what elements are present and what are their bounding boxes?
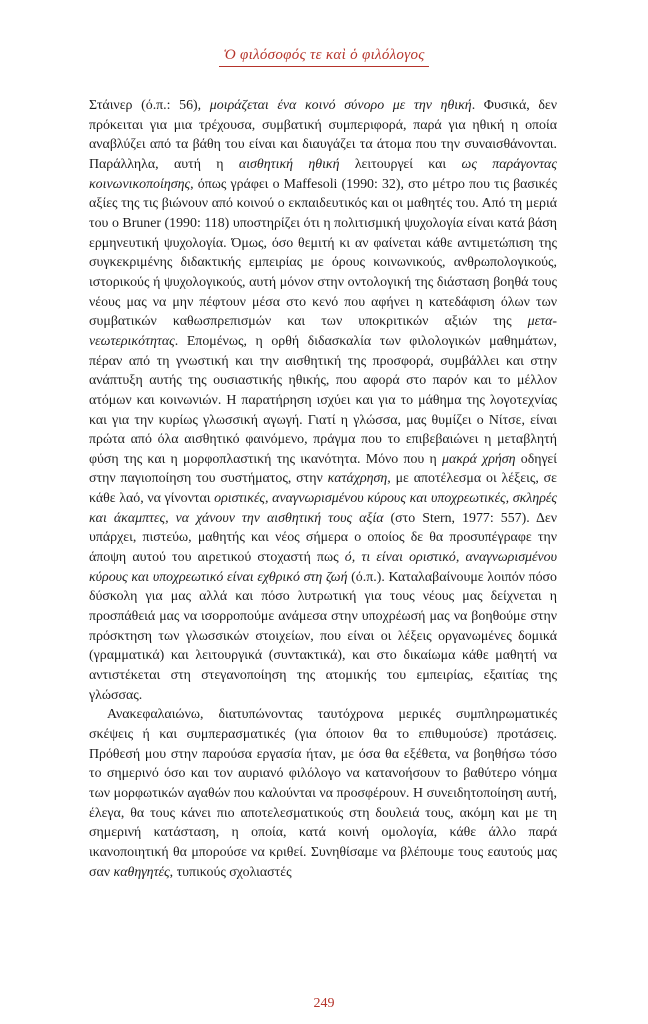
emphasis-text: μοιράζεται ένα κοινό σύνορο με την ηθική xyxy=(209,98,472,113)
emphasis-text: μετα-νεωτερικότητας xyxy=(89,314,557,349)
text-run: , τυπικούς σχολιαστές xyxy=(169,864,292,880)
paragraph xyxy=(89,96,557,705)
text-run: , όπως γράφει ο Maffesoli (1990: 32), στο μέτρο που τις βασικές αξίες της τις βιώνουν από κοινού ο εκπαιδευτικός και οι μαθητές του. Από τη μεριά του ο Bruner (1990: 118) υποστηρίζει ότι η πολιτισμική ψυχολογία είναι κατά βάση ερμηνευτική ψυχολογία. Όμως, όσο θεμιτή κι αν φαίνεται κάθε αντιμετώπιση της συγκεκριμένης διδακτικής εμπειρίας με όρους κοινωνικούς, ανθρωπολογικούς, ιστορικούς ή ψυχολογικούς, αυτή μόνον στην οντολογική της διάσταση βοηθά τους νέους μας να μην πέφτουν μέσα στο κενό που αφήνει η κατεδάφιση όλων των συμβατικών καθωσπρεπισμών και των υποκριτικών αξιών της xyxy=(89,176,557,330)
body-text xyxy=(89,96,557,882)
paragraph xyxy=(89,705,557,882)
text-run: λειτουργεί και xyxy=(339,156,462,172)
page-number: 249 xyxy=(313,996,335,1011)
emphasis-text: μακρά χρήση xyxy=(442,451,516,467)
emphasis-text: οριστικές, αναγνωρισμένου κύρους και υποχρεωτικές, σκληρές και άκαμπτες, να χάνουν την αισθητική τους αξία xyxy=(89,491,557,526)
emphasis-text: καθηγητές xyxy=(113,864,170,880)
text-run: Ανακεφαλαιώνω, διατυπώνοντας ταυτόχρονα μερικές συμπληρωματικές σκέψεις ή και συμπερασματικές (για όποιον θα το επιθυμούσε) προτάσεις. Πρόθεσή μου στην παρούσα εργασία ήταν, με όσα θα εξέθετα, να βοηθήσω τόσο το σημερινό όσο και τον αυριανό φιλόλογο να κατανοήσουν το βαθύτερο νόημα των μορφωτικών αγαθών που καλούνται να προσφέρουν. Η συνειδητοποίηση αυτή, έλεγα, θα τους κάνει πιο αποτελεσματικούς στη δουλειά τους, ακόμη και με τη σημερινή κατάσταση, η οποία, κατά κοινή ομολογία, κάθε άλλο παρά ικανοποιητική θα μπορούσε να κριθεί. Συνηθίσαμε να βλέπουμε τους εαυτούς μας σαν xyxy=(89,707,557,880)
text-run: , με αποτέλεσμα οι λέξεις, σε κάθε λαό, να γίνονται xyxy=(89,471,557,507)
emphasis-text: ό, τι είναι οριστικό, αναγνωρισμένου κύρους και υποχρεωτικό είναι εχθρικό στη ζωή xyxy=(89,550,557,585)
text-run: Στάινερ (ό.π.: 56), xyxy=(89,98,210,113)
text-run: οδηγεί στην παγιοποίηση του συστήματος, στην xyxy=(89,451,557,487)
emphasis-text: αισθητική ηθική xyxy=(238,156,340,172)
emphasis-text: ως παράγοντας κοινωνικοποίησης xyxy=(89,156,557,192)
running-header-title: Ὁ φιλόσοφός τε καὶ ὁ φιλόλογος xyxy=(219,47,428,67)
text-run: (ό.π.). Καταλαβαίνουμε λοιπόν πόσο δύσκολη για μας αλλά και πόσο λυτρωτική για τους νέους μας δείχνεται η προσπάθειά μας να ισορροπούμε ανάμεσα στην υποχρέωσή μας να βοηθούμε στην πρόσκτηση των γλωσσικών στοιχείων, που είναι οι λέξεις οργανωμένες δομικά (γραμματικά) και λειτουργικά (συντακτικά), και στο δικαίωμα κάθε μαθητή να αντιστέκεται στη στεγανοποίηση της ατομικής του εμπειρίας, εξαιτίας της γλώσσας. xyxy=(89,569,557,703)
text-run: (στο Stern, 1977: 557). Δεν υπάρχει, πιστεύω, μαθητής και νέος σήμερα ο οποίος δε θα προσυπέγραφε την άποψη αυτού του αιρετικού στοχαστή πως xyxy=(89,510,558,566)
emphasis-text: κατάχρηση xyxy=(327,471,388,487)
text-run: . Επομένως, η ορθή διδασκαλία των φιλολογικών μαθημάτων, πέραν από τη γνωστική και την αισθητική της προσφορά, συμβάλλει και στην ανάπτυξη αυτής της ουσιαστικής ηθικής, που αφορά στο παρόν και το μέλλον ατόμων και κοινωνιών. Η παρατήρηση ισχύει και για το μάθημα της λογοτεχνίας και για την κυρίως γλωσσική αγωγή. Γιατί η γλώσσα, μας θυμίζει ο Νίτσε, είναι πρώτα από όλα αισθητικό φαινόμενο, πράγμα που το επιβεβαιώνει η μεταβλητή φύση της και η μορφοπλαστική της ικανότητα. Μόνο που η xyxy=(89,333,557,467)
running-header xyxy=(0,47,648,67)
text-run: . Φυσικά, δεν πρόκειται για μια τρέχουσα, συμβατική συμπεριφορά, παρά για ηθική η οποία αναβλύζει από τα βάθη του είναι και διαυγάζει τα άτομα που την συναισθάνονται. Παράλληλα, αυτή η xyxy=(89,98,557,172)
